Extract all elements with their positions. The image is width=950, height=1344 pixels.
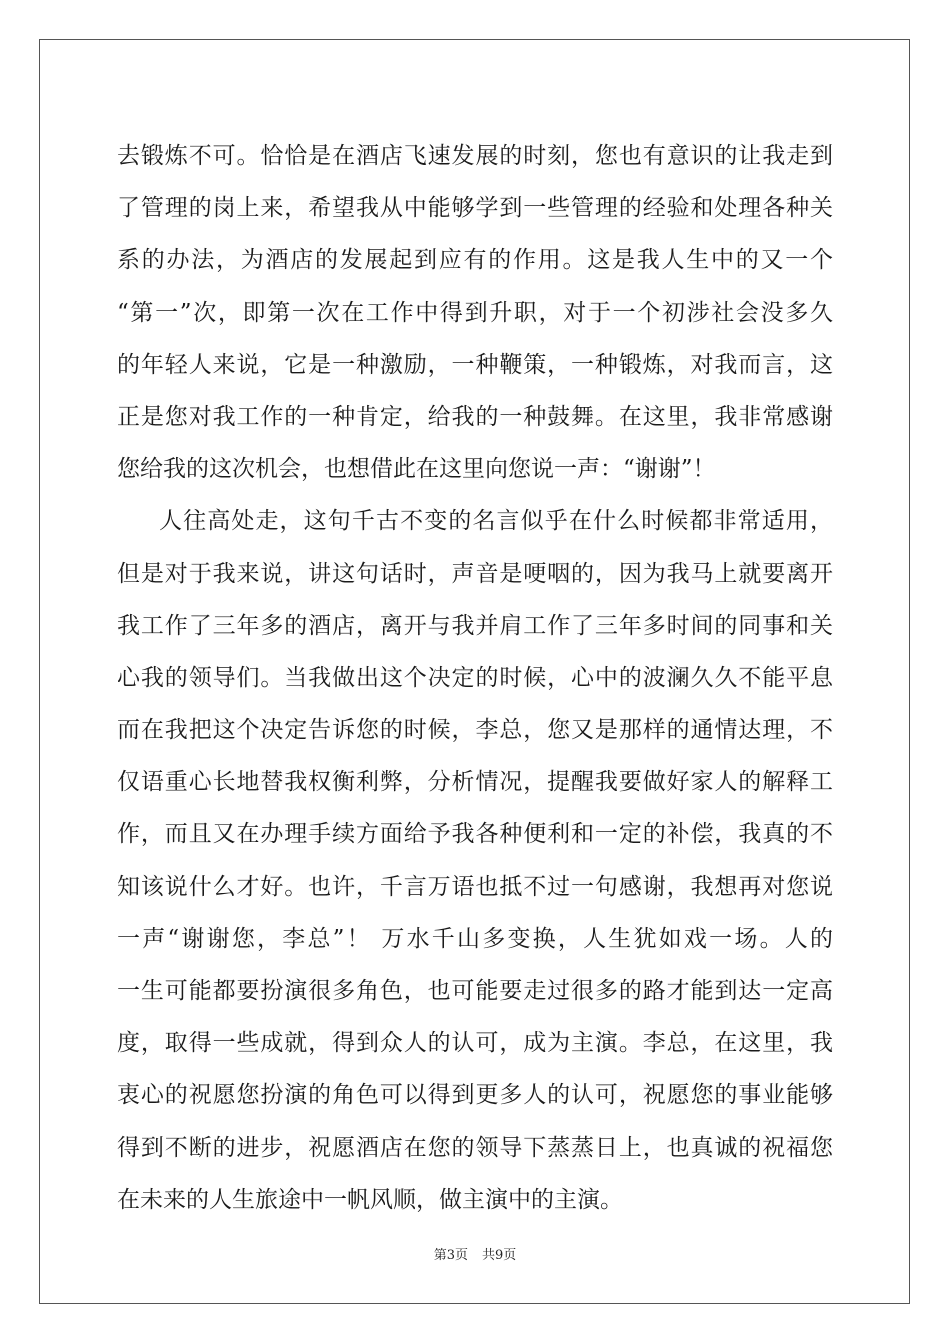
document-body xyxy=(117,130,833,1226)
text-line: 得到不断的进步，祝愿酒店在您的领导下蒸蒸日上，也真诚的祝福您 xyxy=(117,1134,833,1161)
text-line: 人往高处走，这句千古不变的名言似乎在什么时候都非常适用， xyxy=(159,508,833,535)
page-footer xyxy=(0,1244,950,1263)
text-line: 度，取得一些成就，得到众人的认可，成为主演。李总，在这里，我 xyxy=(117,1030,833,1057)
current-page-label: 第3页 xyxy=(433,1248,468,1263)
text-line: 衷心的祝愿您扮演的角色可以得到更多人的认可，祝愿您的事业能够 xyxy=(117,1082,833,1109)
text-line: 知该说什么才好。也许，千言万语也抵不过一句感谢，我想再对您说 xyxy=(117,873,833,900)
text-line: “第一”次，即第一次在工作中得到升职，对于一个初涉社会没多久 xyxy=(117,299,833,326)
text-line: 去锻炼不可。恰恰是在酒店飞速发展的时刻，您也有意识的让我走到 xyxy=(117,143,833,169)
text-line: 我工作了三年多的酒店，离开与我并肩工作了三年多时间的同事和关 xyxy=(117,612,833,639)
text-line: 您给我的这次机会，也想借此在这里向您说一声：“谢谢”！ xyxy=(117,456,716,483)
text-line: 一声“谢谢您，李总”！ 万水千山多变换，人生犹如戏一场。人的 xyxy=(117,925,833,952)
text-line: 心我的领导们。当我做出这个决定的时候，心中的波澜久久不能平息 xyxy=(117,664,833,691)
text-line: 作，而且又在办理手续方面给予我各种便利和一定的补偿，我真的不 xyxy=(117,821,833,848)
text-line: 的年轻人来说，它是一种激励，一种鞭策，一种锻炼，对我而言，这 xyxy=(117,351,833,378)
text-line: 而在我把这个决定告诉您的时候，李总，您又是那样的通情达理，不 xyxy=(117,717,833,744)
text-line: 仅语重心长地替我权衡利弊，分析情况，提醒我要做好家人的解释工 xyxy=(117,769,833,796)
text-line: 系的办法，为酒店的发展起到应有的作用。这是我人生中的又一个 xyxy=(117,247,833,274)
text-line: 但是对于我来说，讲这句话时，声音是哽咽的，因为我马上就要离开 xyxy=(117,560,833,587)
total-pages-label: 共9页 xyxy=(482,1248,517,1263)
text-line: 了管理的岗上来，希望我从中能够学到一些管理的经验和处理各种关 xyxy=(117,195,833,222)
text-line: 在未来的人生旅途中一帆风顺，做主演中的主演。 xyxy=(117,1186,623,1213)
text-line: 正是您对我工作的一种肯定，给我的一种鼓舞。在这里，我非常感谢 xyxy=(117,403,833,430)
text-line: 一生可能都要扮演很多角色，也可能要走过很多的路才能到达一定高 xyxy=(117,978,833,1004)
